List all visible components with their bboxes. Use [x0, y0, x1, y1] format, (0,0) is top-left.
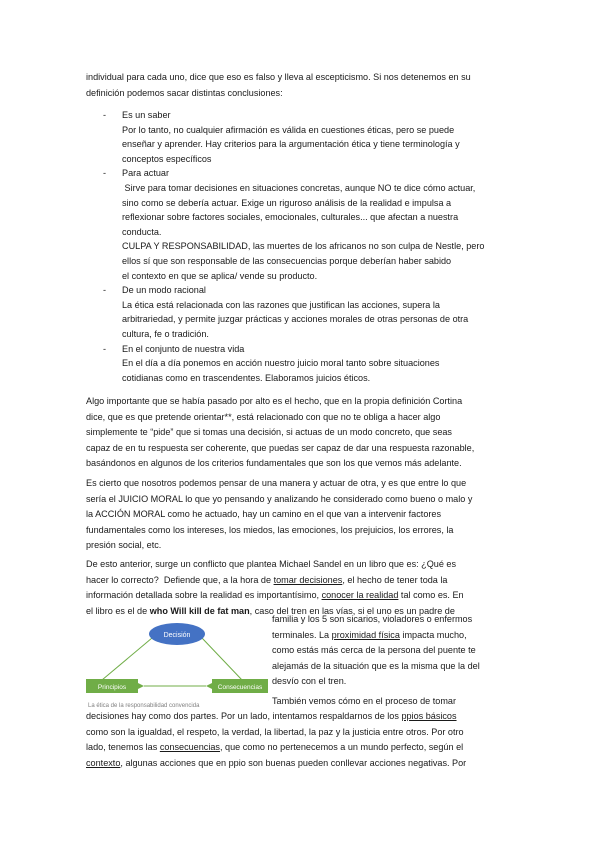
list-dash: - [103, 343, 107, 354]
list-item-line: arbitrariedad, y permite juzgar prácticas y acciones morales de otras personas de otra [122, 314, 469, 325]
paragraph-text: , el hecho de tener toda la [342, 574, 448, 585]
paragraph-text: decisiones hay como dos partes. Por un lado, intentamos respaldarnos de los [86, 711, 402, 721]
paragraph-line: Algo importante que se había pasado por alto es el hecho, que en la propia definición Cortina [86, 396, 463, 406]
underlined-term: ppios básicos [401, 711, 457, 721]
paragraph-text: , que como no pertenecemos a un mundo perfecto, según el [219, 742, 464, 753]
list-item-title: En el conjunto de nuestra vida [122, 343, 245, 354]
paragraph-juicio-moral [86, 476, 510, 554]
paragraph-line: basándonos en algunos de los criterios fundamentales que son los que vemos más adelante. [86, 458, 462, 469]
list-item-line: La ética está relacionada con las razones que justifican las acciones, supera la [122, 299, 440, 310]
decision-label: Decisión [163, 632, 191, 639]
paragraph-text: terminales. La [272, 629, 332, 640]
list-item-line: enseñar y aprender. Hay criterios para la argumentación ética y tiene terminología y [122, 139, 460, 150]
list-item-line: En el día a día ponemos en acción nuestro juicio moral tanto sobre situaciones [122, 358, 440, 369]
list-item-title: Es un saber [122, 110, 171, 120]
paragraph-line: También vemos cómo en el proceso de tomar [272, 696, 456, 706]
list-item-line: CULPA Y RESPONSABILIDAD, las muertes de los africanos no son culpa de Nestle, pero [122, 241, 485, 252]
list-item-line: sino como se debería actuar. Exige un riguroso análisis de la realidad e impulsa a [122, 197, 452, 208]
connector-right [202, 638, 242, 680]
paragraph-text: impacta mucho, [399, 629, 467, 640]
intro-line: definición podemos sacar distintas conclusiones: [86, 87, 283, 98]
list-item-line: reflexionar sobre factores sociales, emocionales, culturales... que afectan a nuestra [122, 212, 459, 223]
paragraph-line: fundamentales como los intereses, los miedos, las emociones, los prejuicios, los errores, la [86, 524, 454, 535]
paragraph-text: , algunas acciones que en ppio son buenas pueden conllevar acciones negativas. Por [120, 757, 467, 768]
underlined-term: tomar decisiones [273, 574, 343, 585]
list-item-title: De un modo racional [122, 285, 206, 296]
definition-list [86, 108, 510, 385]
intro-line: individual para cada uno, dice que eso es falso y lleva al escepticismo. Si nos detenemos en su [86, 72, 471, 82]
list-item [86, 108, 510, 166]
paragraph-text: lado, tenemos las [86, 742, 160, 753]
paragraph-text: el libro es el de [86, 605, 150, 616]
paragraph-line: simplemente te “pide” que si tomas una decisión, si actuas de un modo concreto, que seas [86, 427, 452, 438]
list-item-line: conceptos específicos [122, 153, 212, 164]
paragraph-line: como son la igualdad, el respeto, la verdad, la libertad, la paz y la justicia entre otros. Por otro [86, 726, 464, 737]
diagram-caption: La ética de la responsabilidad convencida [88, 703, 200, 709]
paragraph-text: tal como es. En [398, 590, 464, 601]
paragraph-line: desvío con el tren. [272, 676, 347, 687]
decision-diagram [86, 620, 268, 712]
underlined-term: conocer la realidad [321, 590, 399, 601]
bold-term: who Will kill de fat man [149, 605, 250, 616]
paragraph-line: presión social, etc. [86, 540, 162, 551]
intro-paragraph [86, 70, 510, 101]
paragraph-line: Es cierto que nosotros podemos pensar de una manera y actuar de otra, y es que entre lo que [86, 478, 467, 488]
underlined-term: consecuencias [159, 742, 220, 753]
paragraph-sandel [86, 557, 510, 619]
list-dash: - [103, 285, 107, 296]
list-item-title: Para actuar [122, 168, 170, 179]
paragraph-line: la ACCIÓN MORAL como he actuado, hay un camino en el que van a intervenir factores [86, 509, 442, 520]
paragraph-orientar [86, 394, 510, 472]
underlined-term: contexto [86, 757, 121, 768]
list-item [86, 283, 510, 341]
list-item-line: el contexto en que se aplica/ vende su producto. [122, 270, 318, 281]
principles-label: Principios [97, 684, 127, 691]
paragraph-line: alejamás de la situación que es la misma que la del [272, 660, 480, 671]
arrow-left-icon [138, 683, 144, 689]
arrow-right-icon [206, 683, 212, 689]
paragraph-text: hacer lo correcto? Defiende que, a la hora de [86, 574, 274, 585]
list-dash: - [103, 168, 107, 179]
paragraph-line: capaz de en tu respuesta ser coherente, que puedas ser capaz de dar una respuesta razonable, [86, 442, 475, 453]
paragraph-text: , caso del tren en las vías, si el uno es un padre de [249, 605, 455, 616]
paragraph-sandel-wrapped [272, 612, 510, 690]
underlined-term: proximidad física [331, 629, 400, 640]
list-dash: - [103, 110, 107, 120]
list-item-line: ellos sí que son responsable de las consecuencias porque deberían haber sabido [122, 255, 452, 266]
paragraph-line: familia y los 5 son sicarios, violadores o enfermos [272, 614, 473, 624]
decision-diagram-svg [86, 620, 268, 712]
paragraph-line: como estás más cerca de la persona del puente te [272, 645, 476, 656]
list-item-line: cultura, fe o tradición. [122, 328, 209, 339]
consequences-label: Consecuencias [217, 684, 263, 691]
paragraph-partes [86, 709, 510, 771]
paragraph-line: dice, que es que pretende orientar**, está relacionado con que no te obliga a hacer algo [86, 411, 441, 422]
list-item-line: Por lo tanto, no cualquier afirmación es válida en cuestiones éticas, pero se puede [122, 124, 455, 135]
paragraph-line: sería el JUICIO MORAL lo que yo pensando y analizando he considerado como bueno o malo y [86, 493, 473, 504]
list-item-line: Sirve para tomar decisiones en situaciones concretas, aunque NO te dice cómo actuar, [122, 182, 476, 193]
connector-left [102, 638, 152, 680]
paragraph-text: información detallada sobre la realidad es importantísimo, [86, 590, 322, 601]
list-item-line: cotidianas como en trascendentes. Elaboramos juicios éticos. [122, 372, 371, 383]
list-item-line: conducta. [122, 226, 162, 237]
list-item [86, 342, 510, 386]
paragraph-line: De esto anterior, surge un conflicto que plantea Michael Sandel en un libro que es: ¿Qué es [86, 559, 457, 569]
paragraph-partes-wrapped [272, 694, 510, 710]
list-item [86, 166, 510, 283]
